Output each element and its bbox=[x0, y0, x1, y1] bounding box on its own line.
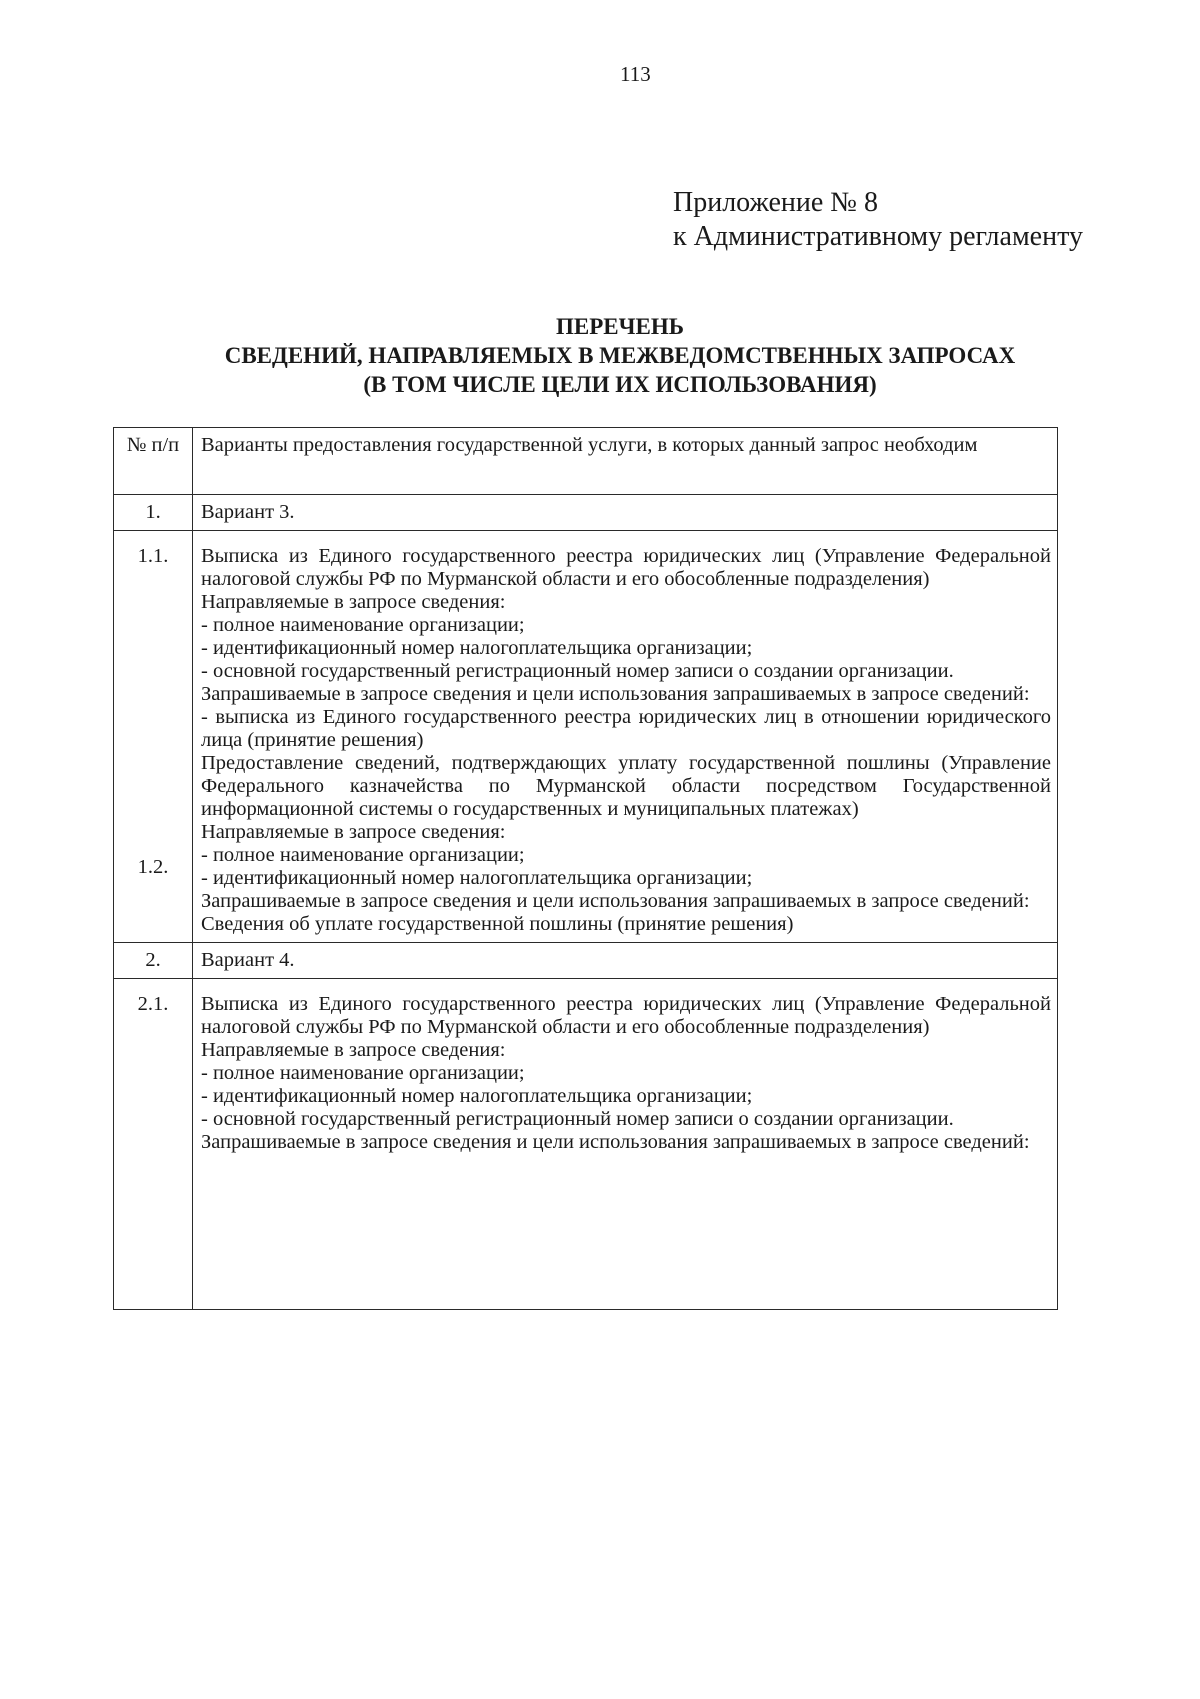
item-1-1-req-heading: Запрашиваемые в запросе сведения и цели использования запрашиваемых в запросе сведений: bbox=[201, 683, 1030, 705]
item-2-1-sent-item-1: - полное наименование организации; bbox=[201, 1062, 525, 1084]
item-2-1-sent-item-2: - идентификационный номер налогоплательщика организации; bbox=[201, 1085, 753, 1107]
variant-2-num: 2. bbox=[145, 949, 161, 971]
variant-1-text: Вариант 3. bbox=[201, 501, 295, 523]
item-1-1-sent-item-1: - полное наименование организации; bbox=[201, 614, 525, 636]
header-num-cell bbox=[114, 428, 193, 495]
table-row-block-2 bbox=[114, 979, 1058, 1310]
header-text-label: Варианты предоставления государственной услуги, в которых данный запрос необходим bbox=[201, 434, 978, 456]
item-1-1-sent-heading: Направляемые в запросе сведения: bbox=[201, 591, 506, 613]
item-2-1-intro: Выписка из Единого государственного реестра юридических лиц (Управление Федеральной налоговой службы РФ по Мурманской области и его обособленные подразделения) bbox=[201, 993, 1051, 1038]
document-title bbox=[180, 312, 1060, 399]
block-2-text-cell bbox=[193, 979, 1058, 1310]
item-1-2-sent-item-1: - полное наименование организации; bbox=[201, 844, 525, 866]
item-1-1-sent-item-2: - идентификационный номер налогоплательщика организации; bbox=[201, 637, 753, 659]
item-2-1-num: 2.1. bbox=[137, 993, 169, 1015]
page-number: 113 bbox=[620, 62, 651, 86]
header-text-cell bbox=[193, 428, 1058, 495]
requests-table bbox=[113, 427, 1058, 1310]
title-line-3: (В ТОМ ЧИСЛЕ ЦЕЛИ ИХ ИСПОЛЬЗОВАНИЯ) bbox=[363, 372, 877, 397]
item-1-2-req-heading: Запрашиваемые в запросе сведения и цели использования запрашиваемых в запросе сведений: bbox=[201, 890, 1030, 912]
block-1-num-cell bbox=[114, 531, 193, 943]
appendix-line-2: к Административному регламенту bbox=[673, 221, 1083, 252]
variant-2-text-cell bbox=[193, 943, 1058, 979]
item-1-1-num: 1.1. bbox=[137, 545, 169, 567]
item-1-2-num: 1.2. bbox=[137, 856, 169, 878]
item-1-2-sent-item-2: - идентификационный номер налогоплательщика организации; bbox=[201, 867, 753, 889]
appendix-caption bbox=[673, 186, 1083, 254]
item-1-1-req-item: - выписка из Единого государственного реестра юридических лиц в отношении юридического лица (принятие решения) bbox=[201, 706, 1051, 751]
title-line-2: СВЕДЕНИЙ, НАПРАВЛЯЕМЫХ В МЕЖВЕДОМСТВЕННЫХ ЗАПРОСАХ bbox=[224, 343, 1016, 368]
item-1-2-req-item: Сведения об уплате государственной пошлины (принятие решения) bbox=[201, 913, 794, 935]
variant-1-num: 1. bbox=[145, 501, 161, 523]
block-2-num-cell bbox=[114, 979, 193, 1310]
block-1-text-cell bbox=[193, 531, 1058, 943]
variant-1-text-cell bbox=[193, 495, 1058, 531]
variant-2-text: Вариант 4. bbox=[201, 949, 295, 971]
item-1-1-sent-item-3: - основной государственный регистрационный номер записи о создании организации. bbox=[201, 660, 954, 682]
header-num-label: № п/п bbox=[126, 434, 180, 456]
table-row-variant-1 bbox=[114, 495, 1058, 531]
item-1-2-sent-heading: Направляемые в запросе сведения: bbox=[201, 821, 506, 843]
item-2-1-sent-heading: Направляемые в запросе сведения: bbox=[201, 1039, 506, 1061]
variant-1-num-cell bbox=[114, 495, 193, 531]
item-2-1-sent-item-3: - основной государственный регистрационный номер записи о создании организации. bbox=[201, 1108, 954, 1130]
variant-2-num-cell bbox=[114, 943, 193, 979]
appendix-line-1: Приложение № 8 bbox=[673, 187, 878, 218]
table-header-row bbox=[114, 428, 1058, 495]
item-2-1-req-heading: Запрашиваемые в запросе сведения и цели использования запрашиваемых в запросе сведений: bbox=[201, 1131, 1030, 1153]
table-row-variant-2 bbox=[114, 943, 1058, 979]
table-row-block-1 bbox=[114, 531, 1058, 943]
item-1-2-intro: Предоставление сведений, подтверждающих уплату государственной пошлины (Управление Федерального казначейства по Мурманской области посредством Государственной информационной системы о государственных и муниципальных платежах) bbox=[201, 752, 1051, 820]
title-line-1: ПЕРЕЧЕНЬ bbox=[556, 314, 684, 339]
item-1-1-intro: Выписка из Единого государственного реестра юридических лиц (Управление Федеральной налоговой службы РФ по Мурманской области и его обособленные подразделения) bbox=[201, 545, 1051, 590]
